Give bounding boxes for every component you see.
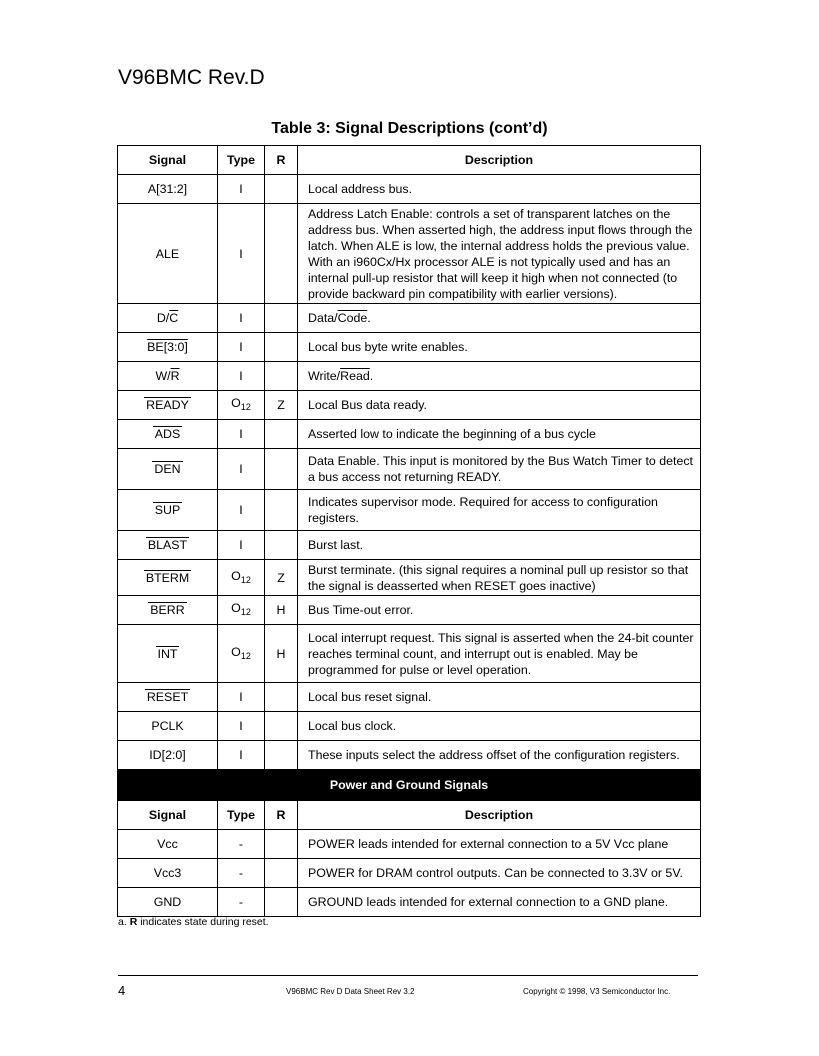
footer-copyright: Copyright © 1998, V3 Semiconductor Inc. bbox=[523, 987, 671, 996]
table-footnote bbox=[118, 916, 269, 928]
reset-state-cell: Z bbox=[265, 391, 298, 420]
reset-state-cell bbox=[265, 888, 298, 917]
reset-state-cell bbox=[265, 830, 298, 859]
description-text: . bbox=[367, 311, 371, 325]
description-cell: Data Enable. This input is monitored by the Bus Watch Timer to detect a bus access not returning READY. bbox=[298, 449, 701, 490]
col-header-signal: Signal bbox=[118, 146, 218, 175]
description-cell: Indicates supervisor mode. Required for access to configuration registers. bbox=[298, 490, 701, 531]
signal-cell bbox=[118, 683, 218, 712]
signal-cell bbox=[118, 420, 218, 449]
reset-state-cell bbox=[265, 449, 298, 490]
reset-state-cell bbox=[265, 531, 298, 560]
signal-cell: PCLK bbox=[118, 712, 218, 741]
description-active-low-text: Read bbox=[340, 369, 370, 383]
table-row bbox=[118, 391, 701, 420]
footer-divider bbox=[118, 975, 698, 976]
page-header-title: V96BMC Rev.D bbox=[118, 66, 265, 89]
reset-state-cell: H bbox=[265, 625, 298, 683]
signal-cell bbox=[118, 449, 218, 490]
type-cell: I bbox=[218, 741, 265, 770]
type-text: O bbox=[231, 396, 241, 410]
signal-cell bbox=[118, 304, 218, 333]
signal-active-low-text: SUP bbox=[154, 503, 181, 517]
type-cell: - bbox=[218, 830, 265, 859]
footnote-prefix: a. bbox=[118, 916, 130, 928]
reset-state-cell bbox=[265, 741, 298, 770]
reset-state-cell bbox=[265, 304, 298, 333]
table-header-row bbox=[118, 146, 701, 175]
description-cell: Asserted low to indicate the beginning of a bus cycle bbox=[298, 420, 701, 449]
table-header-row bbox=[118, 801, 701, 830]
table-row bbox=[118, 888, 701, 917]
signal-text: W/ bbox=[155, 369, 171, 383]
section-title: Power and Ground Signals bbox=[118, 770, 701, 801]
description-cell: Local bus byte write enables. bbox=[298, 333, 701, 362]
type-cell: I bbox=[218, 333, 265, 362]
reset-state-cell bbox=[265, 490, 298, 531]
description-text: Write/ bbox=[308, 369, 341, 383]
reset-state-cell bbox=[265, 712, 298, 741]
col-header-r: R bbox=[265, 146, 298, 175]
description-cell: Burst last. bbox=[298, 531, 701, 560]
description-cell: Local interrupt request. This signal is asserted when the 24-bit counter reaches terminal count, and interrupt out is enabled. May be programmed for pulse or level operation. bbox=[298, 625, 701, 683]
reset-state-cell bbox=[265, 859, 298, 888]
description-cell: Local bus reset signal. bbox=[298, 683, 701, 712]
reset-state-cell bbox=[265, 420, 298, 449]
reset-state-cell: Z bbox=[265, 560, 298, 596]
table-row bbox=[118, 859, 701, 888]
table-row bbox=[118, 204, 701, 304]
type-cell: - bbox=[218, 859, 265, 888]
table-row bbox=[118, 625, 701, 683]
signal-active-low-text: BTERM bbox=[145, 570, 190, 585]
table-row bbox=[118, 449, 701, 490]
table-row bbox=[118, 420, 701, 449]
description-cell bbox=[298, 304, 701, 333]
signal-cell: ALE bbox=[118, 204, 218, 304]
signal-cell bbox=[118, 490, 218, 531]
col-header-type: Type bbox=[218, 146, 265, 175]
type-subscript: 12 bbox=[240, 402, 251, 412]
type-cell: I bbox=[218, 683, 265, 712]
type-cell bbox=[218, 596, 265, 625]
signal-cell bbox=[118, 531, 218, 560]
reset-state-cell bbox=[265, 175, 298, 204]
signal-cell bbox=[118, 596, 218, 625]
description-cell: POWER leads intended for external connection to a 5V Vcc plane bbox=[298, 830, 701, 859]
type-text: O bbox=[231, 601, 241, 615]
reset-state-cell: H bbox=[265, 596, 298, 625]
signal-active-low-text: BERR bbox=[150, 603, 185, 617]
description-cell: GROUND leads intended for external connection to a GND plane. bbox=[298, 888, 701, 917]
signal-text: D/ bbox=[156, 311, 170, 325]
reset-state-cell bbox=[265, 362, 298, 391]
type-cell: I bbox=[218, 449, 265, 490]
table-row bbox=[118, 304, 701, 333]
description-text: Data/ bbox=[308, 311, 338, 325]
signal-active-low-text: DEN bbox=[154, 462, 181, 476]
table-row bbox=[118, 333, 701, 362]
signal-descriptions-table bbox=[117, 145, 701, 917]
table-row bbox=[118, 175, 701, 204]
table-title: Table 3: Signal Descriptions (cont’d) bbox=[271, 120, 548, 137]
type-subscript: 12 bbox=[240, 574, 251, 585]
table-row bbox=[118, 490, 701, 531]
table-row bbox=[118, 741, 701, 770]
table-row bbox=[118, 362, 701, 391]
description-cell bbox=[298, 362, 701, 391]
footer-document-title: V96BMC Rev D Data Sheet Rev 3.2 bbox=[286, 987, 415, 996]
type-cell bbox=[218, 391, 265, 420]
description-cell: These inputs select the address offset of the configuration registers. bbox=[298, 741, 701, 770]
table-row bbox=[118, 712, 701, 741]
description-cell: Local Bus data ready. bbox=[298, 391, 701, 420]
signal-cell bbox=[118, 362, 218, 391]
description-text: . bbox=[369, 369, 374, 383]
type-text: O bbox=[231, 644, 241, 659]
signal-cell: ID[2:0] bbox=[118, 741, 218, 770]
description-cell: Local address bus. bbox=[298, 175, 701, 204]
table-row bbox=[118, 596, 701, 625]
signal-cell: Vcc bbox=[118, 830, 218, 859]
footnote-bold-letter: R bbox=[129, 916, 138, 928]
type-subscript: 12 bbox=[240, 607, 251, 617]
type-cell: I bbox=[218, 175, 265, 204]
type-cell bbox=[218, 560, 265, 596]
type-cell: I bbox=[218, 490, 265, 531]
col-header-description: Description bbox=[298, 801, 701, 830]
signal-active-low-text: $\overline{R}$ bbox=[170, 369, 180, 383]
footnote-text: indicates state during reset. bbox=[137, 916, 269, 928]
reset-state-cell bbox=[265, 204, 298, 304]
signal-active-low-text: READY bbox=[146, 398, 189, 412]
type-cell: I bbox=[218, 712, 265, 741]
signal-cell bbox=[118, 560, 218, 596]
signal-cell bbox=[118, 333, 218, 362]
section-header-row bbox=[118, 770, 701, 801]
col-header-signal: Signal bbox=[118, 801, 218, 830]
table-row bbox=[118, 830, 701, 859]
col-header-r: R bbox=[265, 801, 298, 830]
type-cell: I bbox=[218, 304, 265, 333]
description-active-low-text: Code bbox=[337, 311, 368, 325]
type-cell: I bbox=[218, 531, 265, 560]
signal-active-low-text: RESET bbox=[146, 690, 189, 704]
table-row bbox=[118, 683, 701, 712]
description-cell: Burst terminate. (this signal requires a nominal pull up resistor so that the signal is deasserted when RESET goes inactive) bbox=[298, 560, 701, 596]
signal-active-low-text: BLAST bbox=[147, 538, 188, 552]
table-row bbox=[118, 560, 701, 596]
reset-state-cell bbox=[265, 333, 298, 362]
description-cell: Local bus clock. bbox=[298, 712, 701, 741]
col-header-type: Type bbox=[218, 801, 265, 830]
signal-active-low-text: BE[3:0] bbox=[147, 340, 188, 354]
type-text: O bbox=[231, 568, 241, 583]
reset-state-cell bbox=[265, 683, 298, 712]
description-cell: Bus Time-out error. bbox=[298, 596, 701, 625]
table-row bbox=[118, 531, 701, 560]
col-header-description: Description bbox=[298, 146, 701, 175]
signal-cell: A[31:2] bbox=[118, 175, 218, 204]
signal-cell: GND bbox=[118, 888, 218, 917]
signal-active-low-text: $\overline{C}$ bbox=[169, 311, 179, 325]
type-subscript: 12 bbox=[240, 650, 251, 661]
type-cell: I bbox=[218, 362, 265, 391]
signal-cell: Vcc3 bbox=[118, 859, 218, 888]
signal-active-low-text: ADS bbox=[154, 427, 181, 441]
type-cell bbox=[218, 625, 265, 683]
signal-cell bbox=[118, 391, 218, 420]
description-cell: POWER for DRAM control outputs. Can be connected to 3.3V or 5V. bbox=[298, 859, 701, 888]
page-number: 4 bbox=[118, 983, 126, 998]
description-cell: Address Latch Enable: controls a set of transparent latches on the address bus. When asserted high, the address input flows through the latch. When ALE is low, the internal address holds the previous value. With an i960Cx/Hx processor ALE is not typically used and has an internal pull-up resistor that will keep it high when not connected (to provide backward pin compatibility with earlier versions). bbox=[298, 204, 701, 304]
type-cell: I bbox=[218, 204, 265, 304]
type-cell: I bbox=[218, 420, 265, 449]
signal-active-low-text: INT bbox=[157, 646, 178, 661]
type-cell: - bbox=[218, 888, 265, 917]
signal-cell bbox=[118, 625, 218, 683]
